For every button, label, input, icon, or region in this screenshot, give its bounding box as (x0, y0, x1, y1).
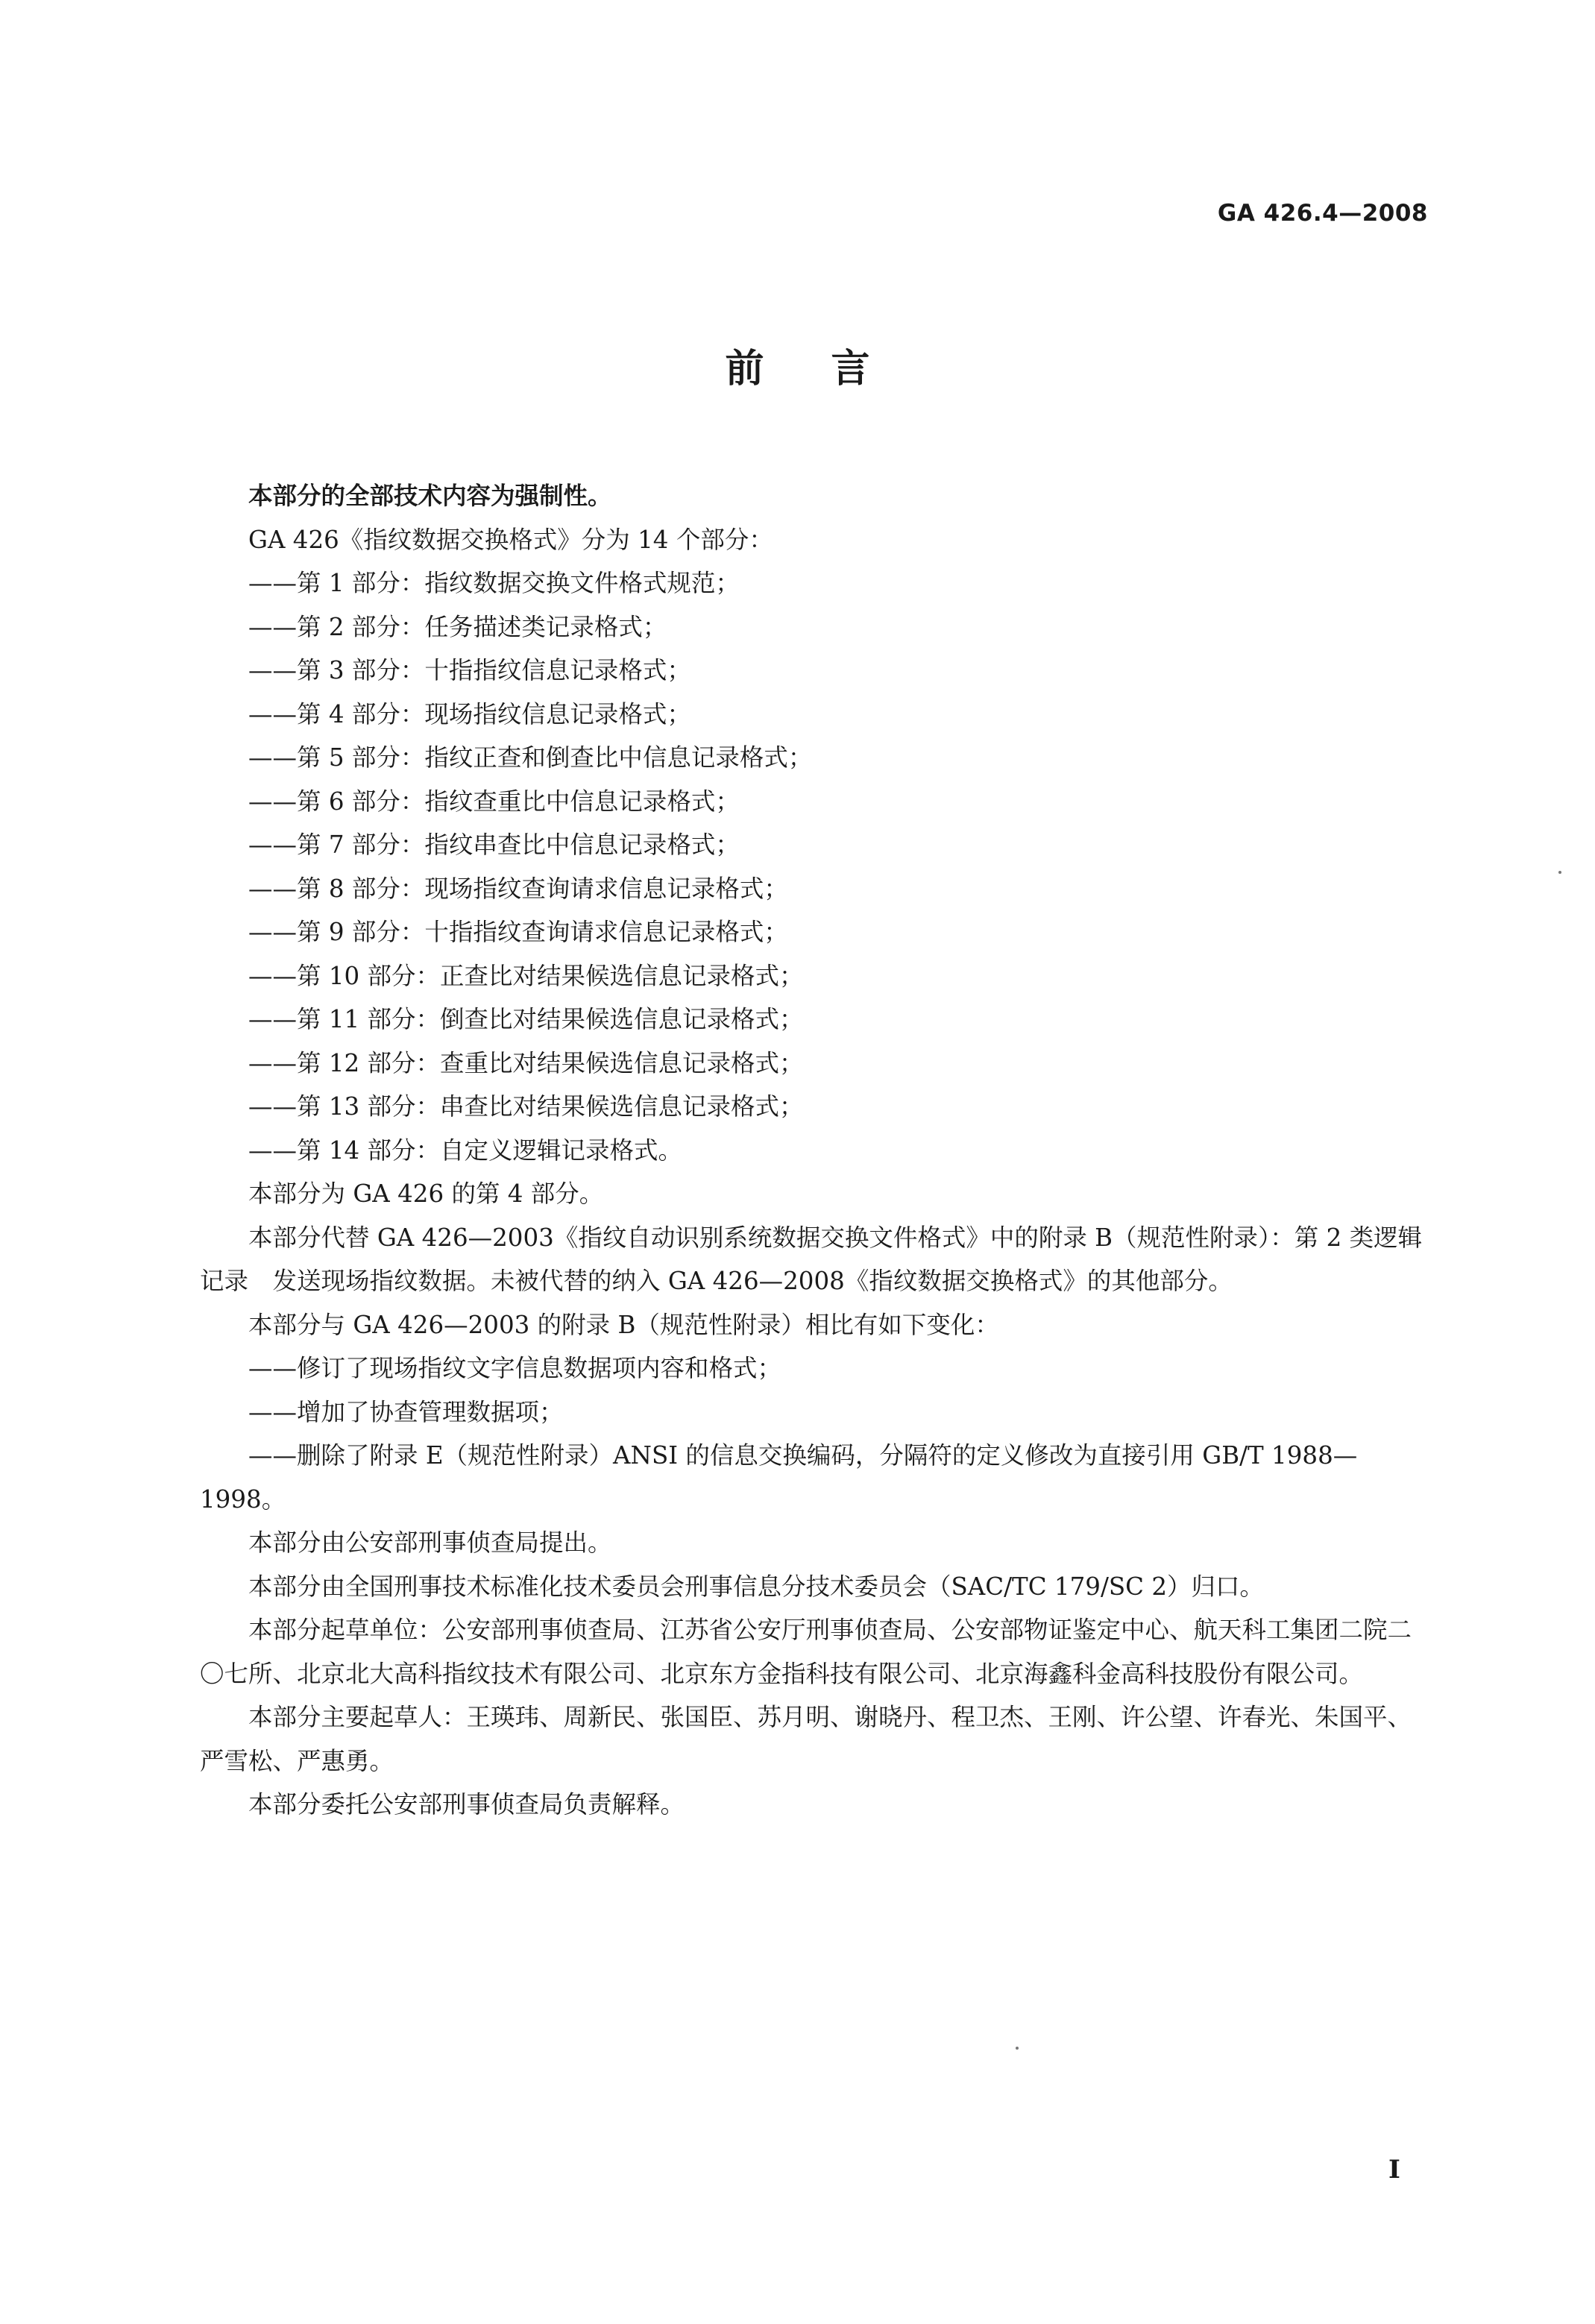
list-item: ——第 12 部分：查重比对结果候选信息记录格式； (248, 1048, 804, 1077)
paragraph-parts-intro: GA 426《指纹数据交换格式》分为 14 个部分： (248, 525, 773, 554)
list-item: ——第 2 部分：任务描述类记录格式； (248, 612, 667, 641)
parts-list (200, 561, 1430, 1172)
paragraph-proposed-by: 本部分由公安部刑事侦查局提出。 (248, 1528, 612, 1557)
list-item: ——第 8 部分：现场指纹查询请求信息记录格式； (248, 874, 788, 903)
paragraph-replaces: 本部分代替 GA 426—2003《指纹自动识别系统数据交换文件格式》中的附录 B（规范性附录）：第 2 类逻辑记录 发送现场指纹数据。未被代替的纳入 GA 426—2008《指纹数据交换格式》的其他部分。 (200, 1223, 1423, 1295)
paragraph-under-jurisdiction: 本部分由全国刑事技术标准化技术委员会刑事信息分技术委员会（SAC/TC 179/SC 2）归口。 (248, 1572, 1265, 1601)
list-item: ——第 14 部分：自定义逻辑记录格式。 (248, 1136, 683, 1165)
list-item: ——修订了现场指纹文字信息数据项内容和格式； (248, 1354, 782, 1382)
list-item: ——第 10 部分：正查比对结果候选信息记录格式； (248, 961, 804, 990)
list-item: ——增加了协查管理数据项； (248, 1397, 564, 1426)
document-body (200, 474, 1430, 1827)
paragraph-drafters: 本部分主要起草人：王瑛玮、周新民、张国臣、苏月明、谢晓丹、程卫杰、王刚、许公望、许春光、朱国平、严雪松、严惠勇。 (200, 1703, 1412, 1775)
list-item: ——第 3 部分：十指指纹信息记录格式； (248, 656, 691, 684)
list-item: ——第 9 部分：十指指纹查询请求信息记录格式； (248, 918, 788, 946)
page-number: I (1388, 2155, 1400, 2185)
paragraph-mandatory: 本部分的全部技术内容为强制性。 (248, 482, 612, 510)
scan-speck (1016, 2047, 1019, 2050)
list-item: ——删除了附录 E（规范性附录）ANSI 的信息交换编码，分隔符的定义修改为直接引用 GB/T 1988—1998。 (200, 1441, 1358, 1514)
page-title: 前言 (725, 347, 937, 391)
list-item: ——第 7 部分：指纹串查比中信息记录格式； (248, 831, 740, 859)
paragraph-changes-intro: 本部分与 GA 426—2003 的附录 B（规范性附录）相比有如下变化： (248, 1310, 999, 1339)
changes-list (200, 1347, 1430, 1521)
list-item: ——第 1 部分：指纹数据交换文件格式规范； (248, 569, 740, 597)
list-item: ——第 11 部分：倒查比对结果候选信息记录格式； (248, 1005, 804, 1033)
paragraph-part-number: 本部分为 GA 426 的第 4 部分。 (248, 1180, 604, 1208)
list-item: ——第 5 部分：指纹正查和倒查比中信息记录格式； (248, 743, 813, 772)
list-item: ——第 13 部分：串查比对结果候选信息记录格式； (248, 1092, 804, 1121)
list-item: ——第 6 部分：指纹查重比中信息记录格式； (248, 787, 740, 816)
scan-speck (1558, 871, 1561, 874)
list-item: ——第 4 部分：现场指纹信息记录格式； (248, 699, 691, 728)
paragraph-interpretation: 本部分委托公安部刑事侦查局负责解释。 (248, 1790, 685, 1818)
standard-code: GA 426.4—2008 (1217, 200, 1428, 227)
paragraph-drafting-units: 本部分起草单位：公安部刑事侦查局、江苏省公安厅刑事侦查局、公安部物证鉴定中心、航天科工集团二院二〇七所、北京北大高科指纹技术有限公司、北京东方金指科技有限公司、北京海鑫科金高科技股份有限公司。 (200, 1616, 1412, 1688)
